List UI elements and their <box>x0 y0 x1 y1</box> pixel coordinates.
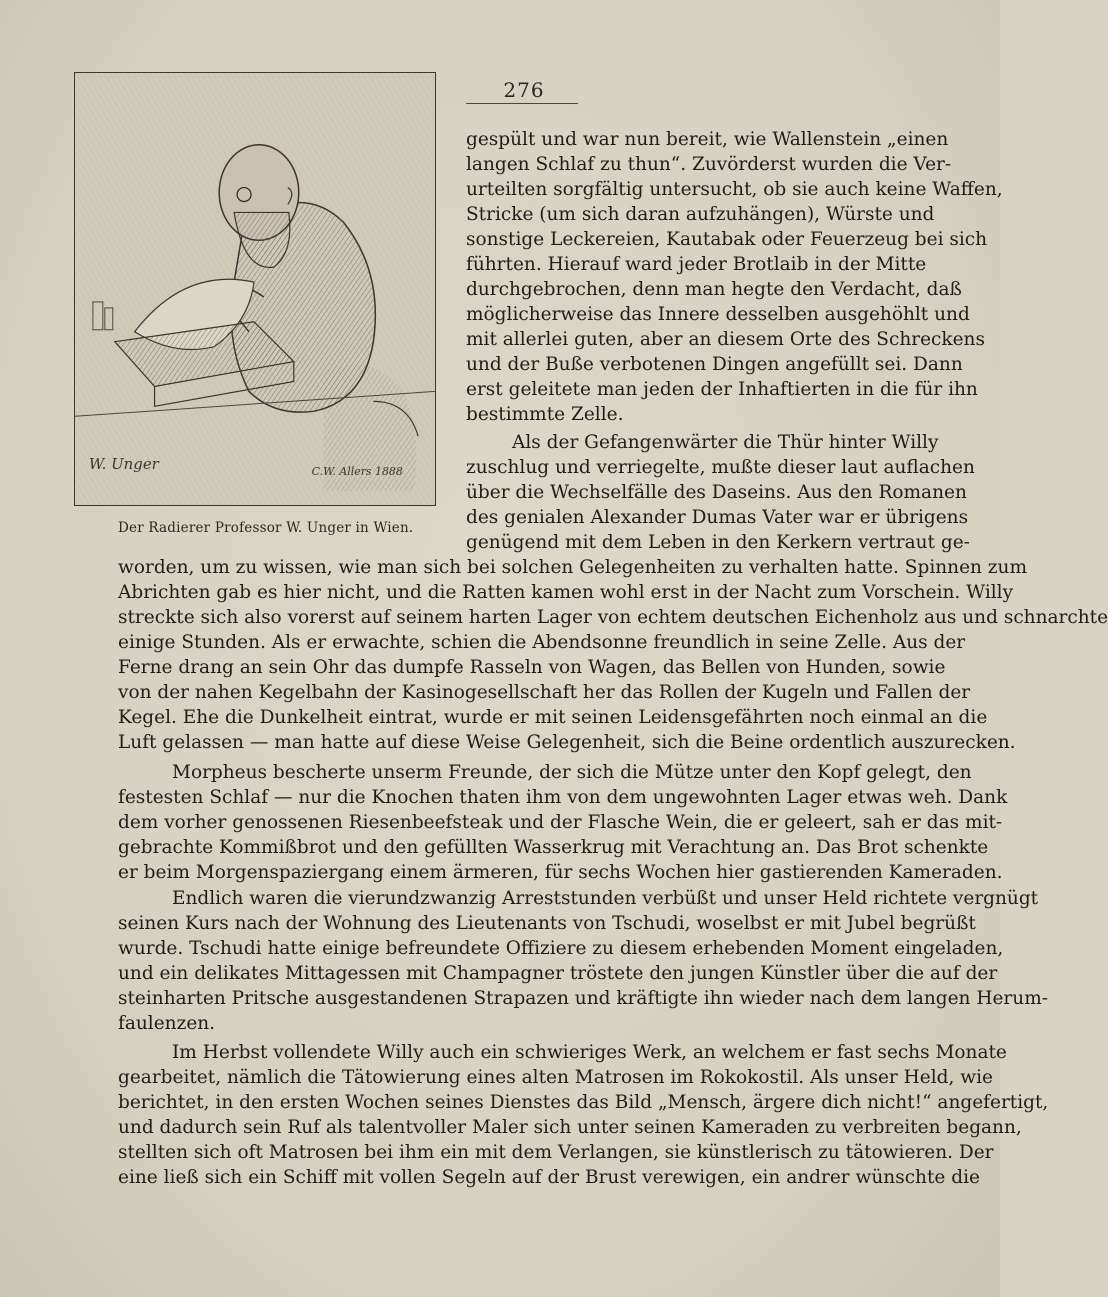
text-line: Im Herbst vollendete Willy auch ein schwieriges Werk, an welchem er fast sechs Monate <box>172 1042 1007 1063</box>
text-line: von der nahen Kegelbahn der Kasinogesellschaft her das Rollen der Kugeln und Fallen der <box>118 682 971 703</box>
text-line: seinen Kurs nach der Wohnung des Lieutenants von Tschudi, woselbst er mit Jubel begrüßt <box>118 913 976 934</box>
text-line: Ferne drang an sein Ohr das dumpfe Rasseln von Wagen, das Bellen von Hunden, sowie <box>118 657 946 678</box>
text-line: bestimmte Zelle. <box>466 404 624 425</box>
text-line: gebrachte Kommißbrot und den gefüllten Wasserkrug mit Verachtung an. Das Brot schenkte <box>118 837 989 858</box>
text-line: langen Schlaf zu thun“. Zuvörderst wurden die Ver- <box>466 154 952 175</box>
text-line: streckte sich also vorerst auf seinem harten Lager von echtem deutschen Eichenholz aus und schnarchte <box>118 607 1108 628</box>
text-line: mit allerlei guten, aber an diesem Orte des Schreckens <box>466 329 985 350</box>
text-line: festesten Schlaf — nur die Knochen thaten ihm von dem ungewohnten Lager etwas weh. Dank <box>118 787 1008 808</box>
text-line: er beim Morgenspaziergang einem ärmeren, für sechs Wochen hier gastierenden Kameraden. <box>118 862 1003 883</box>
text-line: des genialen Alexander Dumas Vater war er übrigens <box>466 507 969 528</box>
text-line: Morpheus bescherte unserm Freunde, der sich die Mütze unter den Kopf gelegt, den <box>172 762 972 783</box>
text-line: und ein delikates Mittagessen mit Champagner tröstete den jungen Künstler über die auf der <box>118 963 998 984</box>
text-line: berichtet, in den ersten Wochen seines Dienstes das Bild „Mensch, ärgere dich nicht!“ angefertigt, <box>118 1092 1049 1113</box>
text-line: Als der Gefangenwärter die Thür hinter Willy <box>512 432 939 453</box>
text-line: und der Buße verbotenen Dingen angefüllt sei. Dann <box>466 354 963 375</box>
signature-left: W. Unger <box>88 454 159 473</box>
text-line: sonstige Leckereien, Kautabak oder Feuerzeug bei sich <box>466 229 988 250</box>
text-line: gearbeitet, nämlich die Tätowierung eines alten Matrosen im Rokokostil. Als unser Held, wie <box>118 1067 993 1088</box>
text-line: Abrichten gab es hier nicht, und die Ratten kamen wohl erst in der Nacht zum Vorschein. Willy <box>118 582 1014 603</box>
text-line: genügend mit dem Leben in den Kerkern vertraut ge- <box>466 532 970 553</box>
page-number: 276 <box>503 78 545 102</box>
etching-sketch <box>75 73 435 505</box>
text-line: wurde. Tschudi hatte einige befreundete Offiziere zu diesem erhebenden Moment eingeladen, <box>118 938 1004 959</box>
text-line: und dadurch sein Ruf als talentvoller Maler sich unter seinen Kameraden zu verbreiten begann, <box>118 1117 1022 1138</box>
text-line: Stricke (um sich daran aufzuhängen), Würste und <box>466 204 935 225</box>
text-line: durchgebrochen, denn man hegte den Verdacht, daß <box>466 279 962 300</box>
text-line: erst geleitete man jeden der Inhaftierten in die für ihn <box>466 379 978 400</box>
header-rule <box>466 103 578 104</box>
text-line: über die Wechselfälle des Daseins. Aus den Romanen <box>466 482 967 503</box>
text-line: dem vorher genossenen Riesenbeefsteak und der Flasche Wein, die er geleert, sah er das mit- <box>118 812 1003 833</box>
text-line: gespült und war nun bereit, wie Wallenstein „einen <box>466 129 949 150</box>
text-line: führten. Hierauf ward jeder Brotlaib in der Mitte <box>466 254 927 275</box>
text-line: eine ließ sich ein Schiff mit vollen Segeln auf der Brust verewigen, ein andrer wünschte die <box>118 1167 980 1188</box>
text-line: urteilten sorgfältig untersucht, ob sie auch keine Waffen, <box>466 179 1003 200</box>
text-line: steinharten Pritsche ausgestandenen Strapazen und kräftigte ihn wieder nach dem langen Herum- <box>118 988 1048 1009</box>
text-line: worden, um zu wissen, wie man sich bei solchen Gelegenheiten zu verhalten hatte. Spinnen zum <box>118 557 1028 578</box>
text-line: Luft gelassen — man hatte auf diese Weise Gelegenheit, sich die Beine ordentlich auszurecken. <box>118 732 1016 753</box>
text-line: stellten sich oft Matrosen bei ihm ein mit dem Verlangen, sie künstlerisch zu tätowieren. Der <box>118 1142 994 1163</box>
text-line: möglicherweise das Innere desselben ausgehöhlt und <box>466 304 970 325</box>
portrait-illustration <box>74 72 436 506</box>
text-line: Kegel. Ehe die Dunkelheit eintrat, wurde er mit seinen Leidensgefährten noch einmal an die <box>118 707 988 728</box>
text-line: zuschlug und verriegelte, mußte dieser laut auflachen <box>466 457 975 478</box>
signature-right: C.W. Allers 1888 <box>311 464 403 478</box>
text-line: faulenzen. <box>118 1013 216 1034</box>
text-line: Endlich waren die vierundzwanzig Arreststunden verbüßt und unser Held richtete vergnügt <box>172 888 1039 909</box>
figure-caption: Der Radierer Professor W. Unger in Wien. <box>118 520 414 536</box>
text-line: einige Stunden. Als er erwachte, schien die Abendsonne freundlich in seine Zelle. Aus der <box>118 632 966 653</box>
